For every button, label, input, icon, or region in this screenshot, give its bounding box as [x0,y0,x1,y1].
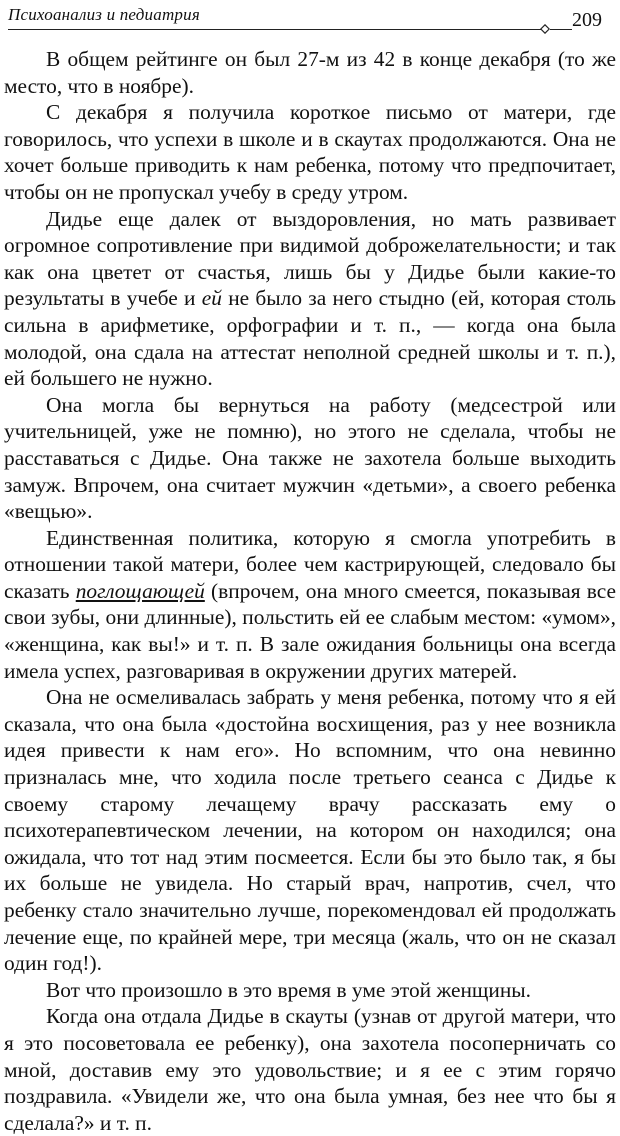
diamond-icon [540,24,550,34]
emphasized-word: поглощающей [75,578,205,603]
header-rule-tail [550,29,572,30]
header-rule [8,29,548,30]
running-title: Психоанализ и педиатрия [8,5,200,24]
paragraph [4,206,616,392]
paragraph-text: Единственная политика, которую я смогла употребить в отношении такой матери, более чем кастрирующей, следовало бы сказать [4,525,616,603]
paragraph-text: (впрочем, она много смеется, показывая все свои зубы, они длинные), польстить ей ее слабым местом: «умом», «женщина, как вы!» и т. п. В зале ожидания больницы она всегда имела успех, разговаривая в окружении других матерей. [4,578,616,683]
paragraph: С декабря я получила короткое письмо от матери, где говорилось, что успехи в школе и в скаутах продолжаются. Она не хочет больше приводить к нам ребенка, потому что предпочитает, чтобы он не пропускал учебу в среду утром. [4,100,616,204]
paragraph: В общем рейтинге он был 27-м из 42 в конце декабря (то же место, что в ноябре). [4,47,616,98]
paragraph: Она могла бы вернуться на работу (медсестрой или учительницей, уже не помню), но этого не сделала, чтобы не расставаться с Дидье. Она также не захотела больше выходить замуж. Впрочем, она считает мужчин «детьми», а своего ребенка «вещью». [4,392,616,524]
paragraph: Когда она отдала Дидье в скауты (узнав от другой матери, что я это посоветовала ее ребенку), она захотела посоперничать со мной, доставив ему это удовольствие; и я ее с этим горячо поздравила. «Увидели же, что она была умная, без нее что бы я сделала?» и т. п. [4,1004,616,1135]
paragraph-text: Дидье еще далек от выздоровления, но мать развивает огромное сопротивление при видимой доброжелательности; и так как она цветет от счастья, лишь бы у Дидье были какие-то результаты в учебе и [4,206,616,311]
page-number: 209 [572,9,602,31]
emphasized-word: ей [201,286,222,311]
paragraph [4,525,616,685]
page-header [8,0,612,42]
paragraph: Она не осмеливалась забрать у меня ребенка, потому что я ей сказала, что она была «достойна восхищения, раз у нее возникла идея привести к нам его». Но вспомним, что она невинно призналась мне, что ходила после третьего сеанса с Дидье к своему старому лечащему врачу рассказать ему о психотерапевтическом лечении, на котором он находился; она ожидала, что тот над этим посмеется. Если бы это было так, я бы их больше не увидела. Но старый врач, напротив, счел, что ребенку стало значительно лучше, порекомендовал ей продолжать лечение еще, по крайней мере, три месяца (жаль, что он не сказал один год!). [4,685,616,976]
paragraph: Вот что произошло в это время в уме этой женщины. [46,977,531,1002]
paragraph-text: не было за него стыдно (ей, которая столь сильна в арифметике, орфографии и т. п., — когда она была молодой, она сдала на аттестат неполной средней школы и т. п.), ей большего не нужно. [4,286,616,391]
body-text [4,46,616,1136]
